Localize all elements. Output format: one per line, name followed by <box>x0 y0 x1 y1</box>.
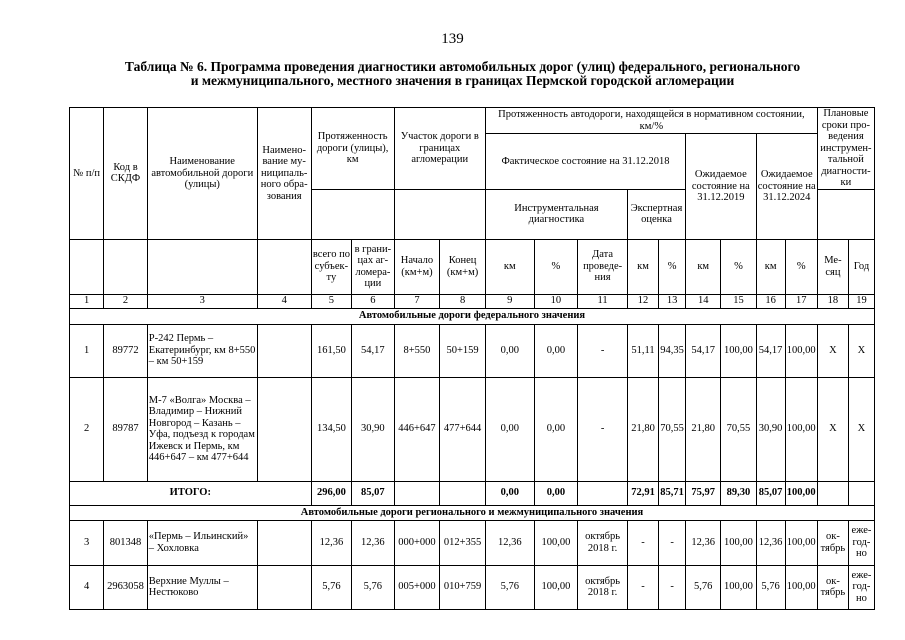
header-expert: Экспертная оценка <box>627 189 685 239</box>
column-number: 2 <box>104 294 148 308</box>
column-number: 18 <box>817 294 848 308</box>
table-cell: 12,36 <box>485 520 534 565</box>
table-cell: - <box>659 520 686 565</box>
header-expected-2024: Ожидаемое состояние на 31.12.2024 <box>756 134 817 240</box>
header-in-agglomeration: в грани-цах аг-ломера-ции <box>352 239 395 294</box>
table-cell: 70,55 <box>721 377 756 481</box>
table-cell: еже-год-но <box>848 520 874 565</box>
table-cell: 12,36 <box>352 520 395 565</box>
header-planned-spacer <box>817 189 874 239</box>
table-cell: - <box>627 565 658 609</box>
column-number: 17 <box>785 294 817 308</box>
table-cell: 30,90 <box>352 377 395 481</box>
table-cell: ок-тябрь <box>817 565 848 609</box>
header-end: Конец (км+м) <box>440 239 486 294</box>
table-cell: 21,80 <box>627 377 658 481</box>
table-cell: - <box>659 565 686 609</box>
table-cell: 2963058 <box>104 565 148 609</box>
table-row <box>70 520 875 565</box>
table-cell: Р-242 Пермь – Екатеринбург, км 8+550 – км 50+159 <box>147 324 257 377</box>
table-cell: 54,17 <box>352 324 395 377</box>
header-code: Код в СКДФ <box>104 108 148 240</box>
table-cell: 000+000 <box>394 520 440 565</box>
total-cell <box>394 481 440 505</box>
header-expected-2019: Ожидаемое состояние на 31.12.2019 <box>686 134 757 240</box>
header-date: Дата проведе-ния <box>578 239 628 294</box>
table-cell: ок-тябрь <box>817 520 848 565</box>
header-num-cont <box>70 239 104 294</box>
table-cell: 446+647 <box>394 377 440 481</box>
table-cell: 801348 <box>104 520 148 565</box>
header-km: км <box>627 239 658 294</box>
header-total-subject: всего по субъек-ту <box>311 239 351 294</box>
table-cell: Х <box>817 324 848 377</box>
total-row <box>70 481 875 505</box>
total-cell: 85,71 <box>659 481 686 505</box>
column-number: 13 <box>659 294 686 308</box>
column-number: 14 <box>686 294 721 308</box>
total-cell: 0,00 <box>534 481 578 505</box>
header-segment: Участок дороги в границах агломерации <box>394 108 485 190</box>
table-cell <box>257 324 311 377</box>
column-number: 11 <box>578 294 628 308</box>
table-cell: 5,76 <box>686 565 721 609</box>
table-cell: 94,35 <box>659 324 686 377</box>
table-cell: 0,00 <box>485 377 534 481</box>
total-cell: 75,97 <box>686 481 721 505</box>
table-cell: Верхние Муллы – Нестюково <box>147 565 257 609</box>
total-cell <box>817 481 848 505</box>
table-cell: 010+759 <box>440 565 486 609</box>
header-km: км <box>756 239 785 294</box>
header-km: км <box>485 239 534 294</box>
header-num: № п/п <box>70 108 104 240</box>
table-row <box>70 377 875 481</box>
table-cell: 0,00 <box>485 324 534 377</box>
table-cell: 477+644 <box>440 377 486 481</box>
table-cell: М-7 «Волга» Москва – Владимир – Нижний Новгород – Казань – Уфа, подъезд к городам Ижевск и Пермь, км 446+647 – км 477+644 <box>147 377 257 481</box>
table-body <box>70 308 875 609</box>
table-cell: октябрь 2018 г. <box>578 565 628 609</box>
table-cell: 50+159 <box>440 324 486 377</box>
header-month: Ме-сяц <box>817 239 848 294</box>
header-normative: Протяженность автодороги, находящейся в нормативном состоянии, км/% <box>485 108 817 134</box>
table-cell: 100,00 <box>721 324 756 377</box>
table-cell: Х <box>848 377 874 481</box>
header-planned: Плановые сроки про-ведения инструмен-тальной диагности-ки <box>817 108 874 190</box>
table-cell: 134,50 <box>311 377 351 481</box>
column-number: 10 <box>534 294 578 308</box>
table-cell: - <box>578 324 628 377</box>
table-cell: - <box>627 520 658 565</box>
total-cell: 100,00 <box>785 481 817 505</box>
table-cell: Х <box>848 324 874 377</box>
table-cell: 100,00 <box>785 377 817 481</box>
total-cell: 0,00 <box>485 481 534 505</box>
header-pct: % <box>785 239 817 294</box>
table-cell: 2 <box>70 377 104 481</box>
table-cell: 5,76 <box>311 565 351 609</box>
header-instrumental: Инструментальная диагностика <box>485 189 627 239</box>
column-number: 7 <box>394 294 440 308</box>
header-year: Год <box>848 239 874 294</box>
table-header <box>70 108 875 309</box>
table-cell: 3 <box>70 520 104 565</box>
total-cell: 85,07 <box>352 481 395 505</box>
page-number: 139 <box>441 31 464 47</box>
header-length-spacer <box>311 189 394 239</box>
header-pct: % <box>534 239 578 294</box>
header-road-name: Наименование автомобильной дороги (улицы) <box>147 108 257 240</box>
column-number: 1 <box>70 294 104 308</box>
table-cell <box>257 377 311 481</box>
table-row <box>70 565 875 609</box>
total-label: ИТОГО: <box>70 481 312 505</box>
table-cell: 89772 <box>104 324 148 377</box>
table-cell: 100,00 <box>534 565 578 609</box>
section-federal: Автомобильные дороги федерального значения <box>70 308 875 324</box>
header-km: км <box>686 239 721 294</box>
table-cell: 54,17 <box>686 324 721 377</box>
table-cell: 12,36 <box>686 520 721 565</box>
table-cell: 0,00 <box>534 377 578 481</box>
column-number: 8 <box>440 294 486 308</box>
table-cell: «Пермь – Ильинский» – Хохловка <box>147 520 257 565</box>
table-cell: 5,76 <box>352 565 395 609</box>
total-cell <box>848 481 874 505</box>
total-cell: 296,00 <box>311 481 351 505</box>
column-number: 3 <box>147 294 257 308</box>
header-length: Протяженность дороги (улицы), км <box>311 108 394 190</box>
total-cell: 72,91 <box>627 481 658 505</box>
table-cell <box>257 565 311 609</box>
column-number: 5 <box>311 294 351 308</box>
table-cell: еже-год-но <box>848 565 874 609</box>
header-actual: Фактическое состояние на 31.12.2018 <box>485 134 685 190</box>
table-cell: 005+000 <box>394 565 440 609</box>
column-number: 9 <box>485 294 534 308</box>
column-numbers-row <box>70 294 875 308</box>
column-number: 15 <box>721 294 756 308</box>
table-cell: 30,90 <box>756 377 785 481</box>
header-code-cont <box>104 239 148 294</box>
table-cell: 100,00 <box>785 565 817 609</box>
table-cell: 161,50 <box>311 324 351 377</box>
table-cell: 12,36 <box>311 520 351 565</box>
header-municipality-cont <box>257 239 311 294</box>
table-cell: 5,76 <box>485 565 534 609</box>
table-cell: 54,17 <box>756 324 785 377</box>
total-cell: 85,07 <box>756 481 785 505</box>
title-line-2: и межмуниципального, местного значения в границах Пермской городской агломерации <box>190 73 735 88</box>
document-title <box>40 60 885 88</box>
header-road-cont <box>147 239 257 294</box>
diagnostics-table <box>69 107 875 610</box>
column-number: 4 <box>257 294 311 308</box>
table-cell: 0,00 <box>534 324 578 377</box>
table-cell: Х <box>817 377 848 481</box>
table-row <box>70 324 875 377</box>
header-segment-spacer <box>394 189 485 239</box>
header-municipality: Наимено-вание му-ниципаль-ного обра-зования <box>257 108 311 240</box>
table-cell: 21,80 <box>686 377 721 481</box>
header-pct: % <box>659 239 686 294</box>
table-cell: 1 <box>70 324 104 377</box>
table-cell: 100,00 <box>534 520 578 565</box>
table-cell: 100,00 <box>785 324 817 377</box>
table-cell: 5,76 <box>756 565 785 609</box>
column-number: 12 <box>627 294 658 308</box>
total-cell <box>440 481 486 505</box>
table-cell: - <box>578 377 628 481</box>
table-cell: 012+355 <box>440 520 486 565</box>
header-start: Начало (км+м) <box>394 239 440 294</box>
table-cell <box>257 520 311 565</box>
table-cell: 70,55 <box>659 377 686 481</box>
section-regional: Автомобильные дороги регионального и межмуниципального значения <box>70 505 875 520</box>
table-cell: октябрь 2018 г. <box>578 520 628 565</box>
column-number: 6 <box>352 294 395 308</box>
total-cell: 89,30 <box>721 481 756 505</box>
column-number: 16 <box>756 294 785 308</box>
table-cell: 89787 <box>104 377 148 481</box>
title-line-1: Таблица № 6. Программа проведения диагностики автомобильных дорог (улиц) федерального, регионального <box>124 59 801 74</box>
header-pct: % <box>721 239 756 294</box>
total-cell <box>578 481 628 505</box>
table-cell: 4 <box>70 565 104 609</box>
table-cell: 100,00 <box>721 565 756 609</box>
table-cell: 8+550 <box>394 324 440 377</box>
table-cell: 100,00 <box>721 520 756 565</box>
table-cell: 12,36 <box>756 520 785 565</box>
column-number: 19 <box>848 294 874 308</box>
table-cell: 100,00 <box>785 520 817 565</box>
table-cell: 51,11 <box>627 324 658 377</box>
